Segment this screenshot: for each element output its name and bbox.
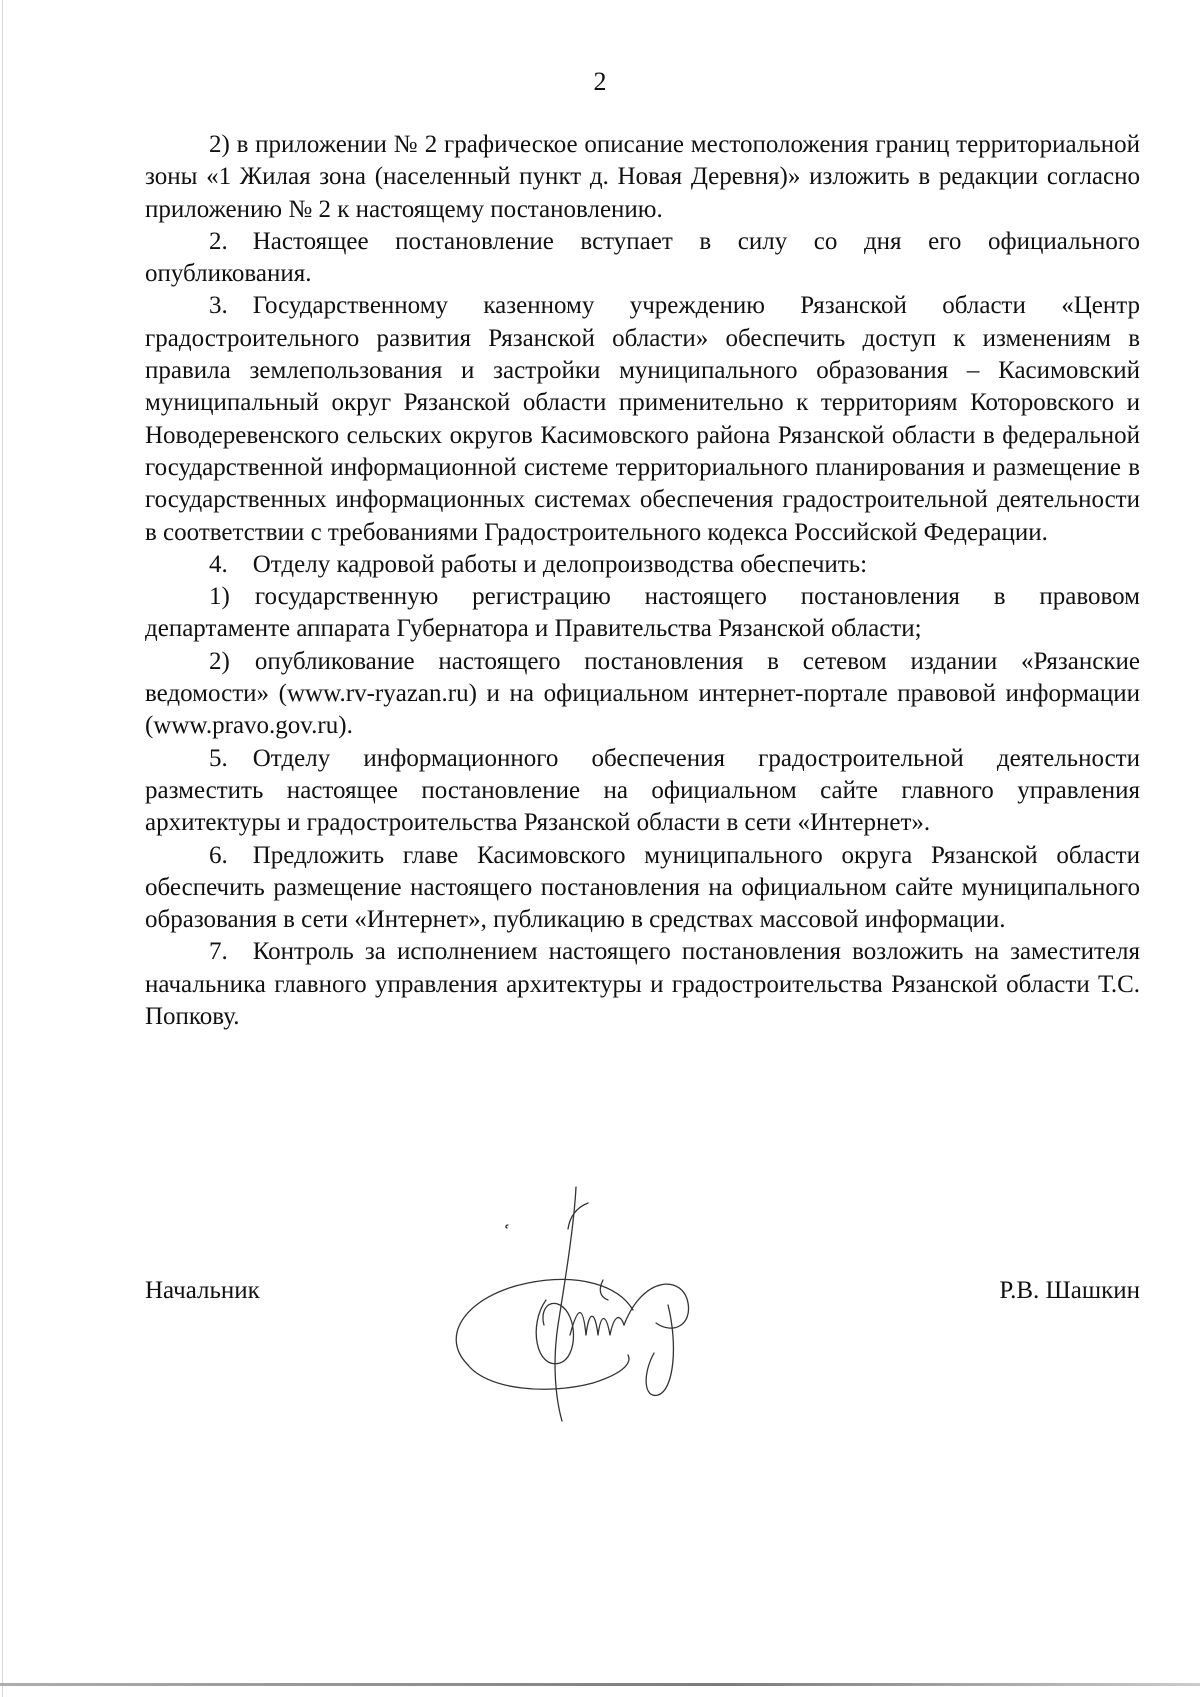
page-number: 2 (593, 67, 607, 96)
paragraph-appendix-2-amendment: 2) в приложении № 2 графическое описание местоположения границ территориальной зоны «1 Жилая зона (населенный пункт д. Новая Деревня)» изложить в редакции согласно приложению № 2 к настоящему постановлению. (145, 131, 1140, 223)
signatory-name: Р.В. Шашкин (999, 1277, 1140, 1304)
paragraph-item-4-2-publication: 2) опубликование настоящего постановления в сетевом издании «Рязанские ведомости» (www.rv-ryazan.ru) и на официальном интернет-портале правовой информации (www.pravo.gov.ru). (145, 647, 1140, 740)
handwritten-signature (428, 1185, 728, 1435)
scan-edge-left (2, 0, 3, 1697)
paragraph-item-4-hr-department: 4. Отделу кадровой работы и делопроизводства обеспечить: (209, 550, 868, 578)
paragraph-item-3-gku-access: 3. Государственному казенному учреждению Рязанской области «Центр градостроительного развития Рязанской области» обеспечить доступ к изменениям в правила землепользования и застройки муниципального образования – Касимовский муниципальный округ Рязанской области применительно к территориям Которовского и Новодеревенского сельских округов Касимовского района Рязанской области в федеральной государственной информационной системе территориального планирования и размещение в государственных информационных системах обеспечения градостроительной деятельности в соответствии с требованиями Градостроительного кодекса Российской Федерации. (145, 292, 1140, 546)
scan-edge-bottom (0, 1683, 1200, 1686)
signature-block (145, 1265, 1140, 1465)
paragraph-item-2-effective-date: 2. Настоящее постановление вступает в силу со дня его официального опубликования. (145, 227, 1140, 288)
paragraph-item-7-control: 7. Контроль за исполнением настоящего постановления возложить на заместителя начальника главного управления архитектуры и градостроительства Рязанской области Т.С. Попкову. (145, 938, 1140, 1031)
signatory-position: Начальник (145, 1277, 260, 1304)
paragraph-item-5-information-department: 5. Отделу информационного обеспечения градостроительной деятельности разместить настоящее постановление на официальном сайте главного управления архитектуры и градостроительства Рязанской области в сети «Интернет». (145, 744, 1140, 837)
paragraph-item-6-kasimov-head: 6. Предложить главе Касимовского муниципального округа Рязанской области обеспечить размещение настоящего постановления на официальном сайте муниципального образования в сети «Интернет», публикацию в средствах массовой информации. (145, 841, 1140, 934)
document-body (145, 129, 1140, 1033)
paragraph-item-4-1-registration: 1) государственную регистрацию настоящего постановления в правовом департаменте аппарата Губернатора и Правительства Рязанской области; (145, 583, 1140, 643)
